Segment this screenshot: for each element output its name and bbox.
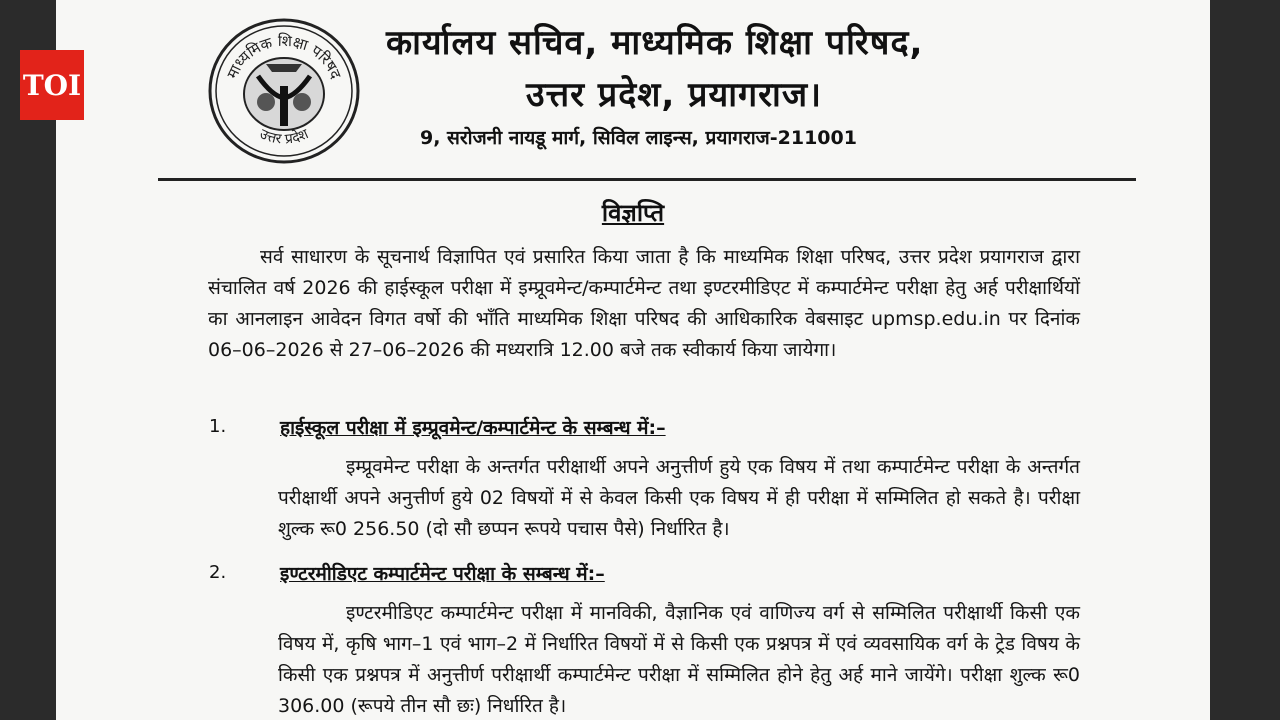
seal-bottom-text: उत्तर प्रदेश	[257, 126, 311, 148]
board-seal-emblem	[206, 16, 362, 166]
intro-paragraph: सर्व साधारण के सूचनार्थ विज्ञापित एवं प्रसारित किया जाता है कि माध्यमिक शिक्षा परिषद, उत्तर प्रदेश प्रयागराज द्वारा संचालित वर्ष 2026 की हाईस्कूल परीक्षा में इम्प्रूवमेन्ट/कम्पार्टमेन्ट तथा इण्टरमीडिएट में कम्पार्टमेन्ट परीक्षा हेतु अर्ह परीक्षार्थियों का आनलाइन आवेदन विगत वर्षो की भाँति माध्यमिक शिक्षा परिषद की आधिकारिक वेबसाइट upmsp.edu.in पर दिनांक 06–06–2026 से 27–06–2026 की मध्यरात्रि 12.00 बजे तक स्वीकार्य किया जायेगा।	[208, 246, 1080, 361]
office-title-line2: उत्तर प्रदेश, प्रयागराज।	[526, 75, 822, 115]
toi-logo-text: TOI	[22, 68, 82, 102]
right-letterbox	[1210, 0, 1280, 720]
section-number: 2.	[209, 562, 227, 583]
header-divider	[158, 178, 1136, 181]
section-heading: हाईस्कूल परीक्षा में इम्प्रूवमेन्ट/कम्पार्टमेन्ट के सम्बन्ध में:–	[280, 417, 666, 439]
notice-title	[56, 196, 1210, 229]
section-number: 1.	[209, 416, 227, 437]
seal-icon	[206, 16, 362, 166]
section-body: इण्टरमीडिएट कम्पार्टमेन्ट परीक्षा में मानविकी, वैज्ञानिक एवं वाणिज्य वर्ग से सम्मिलित परीक्षार्थी किसी एक विषय में, कृषि भाग–1 एवं भाग–2 में निर्धारित विषयों में से किसी एक प्रश्नपत्र में एवं व्यवसायिक वर्ग के ट्रेड विषय के किसी एक प्रश्नपत्र में अनुत्तीर्ण परीक्षार्थी कम्पार्टमेन्ट परीक्षा में सम्मिलित होने हेतु अर्ह माने जायेंगे। परीक्षा शुल्क रू0 306.00 (रूपये तीन सौ छः) निर्धारित है।	[278, 602, 1080, 717]
office-title-line1: कार्यालय सचिव, माध्यमिक शिक्षा परिषद,	[386, 23, 924, 63]
section-heading: इण्टरमीडिएट कम्पार्टमेन्ट परीक्षा के सम्बन्ध में:–	[280, 563, 605, 585]
office-address: 9, सरोजनी नायडू मार्ग, सिविल लाइन्स, प्रयागराज-211001	[420, 127, 857, 149]
notice-title-text: विज्ञप्ति	[601, 199, 665, 227]
document-page	[56, 0, 1210, 720]
toi-logo-badge	[20, 50, 84, 120]
section-body: इम्प्रूवमेन्ट परीक्षा के अन्तर्गत परीक्षार्थी अपने अनुत्तीर्ण हुये एक विषय में तथा कम्पार्टमेन्ट परीक्षा के अन्तर्गत परीक्षार्थी अपने अनुत्तीर्ण हुये 02 विषयों में से केवल किसी एक विषय में ही परीक्षा में सम्मिलित हो सकते है। परीक्षा शुल्क रू0 256.50 (दो सौ छप्पन रूपये पचास पैसे) निर्धारित है।	[278, 456, 1080, 540]
seal-top-text: माध्यमिक शिक्षा परिषद	[223, 31, 345, 82]
